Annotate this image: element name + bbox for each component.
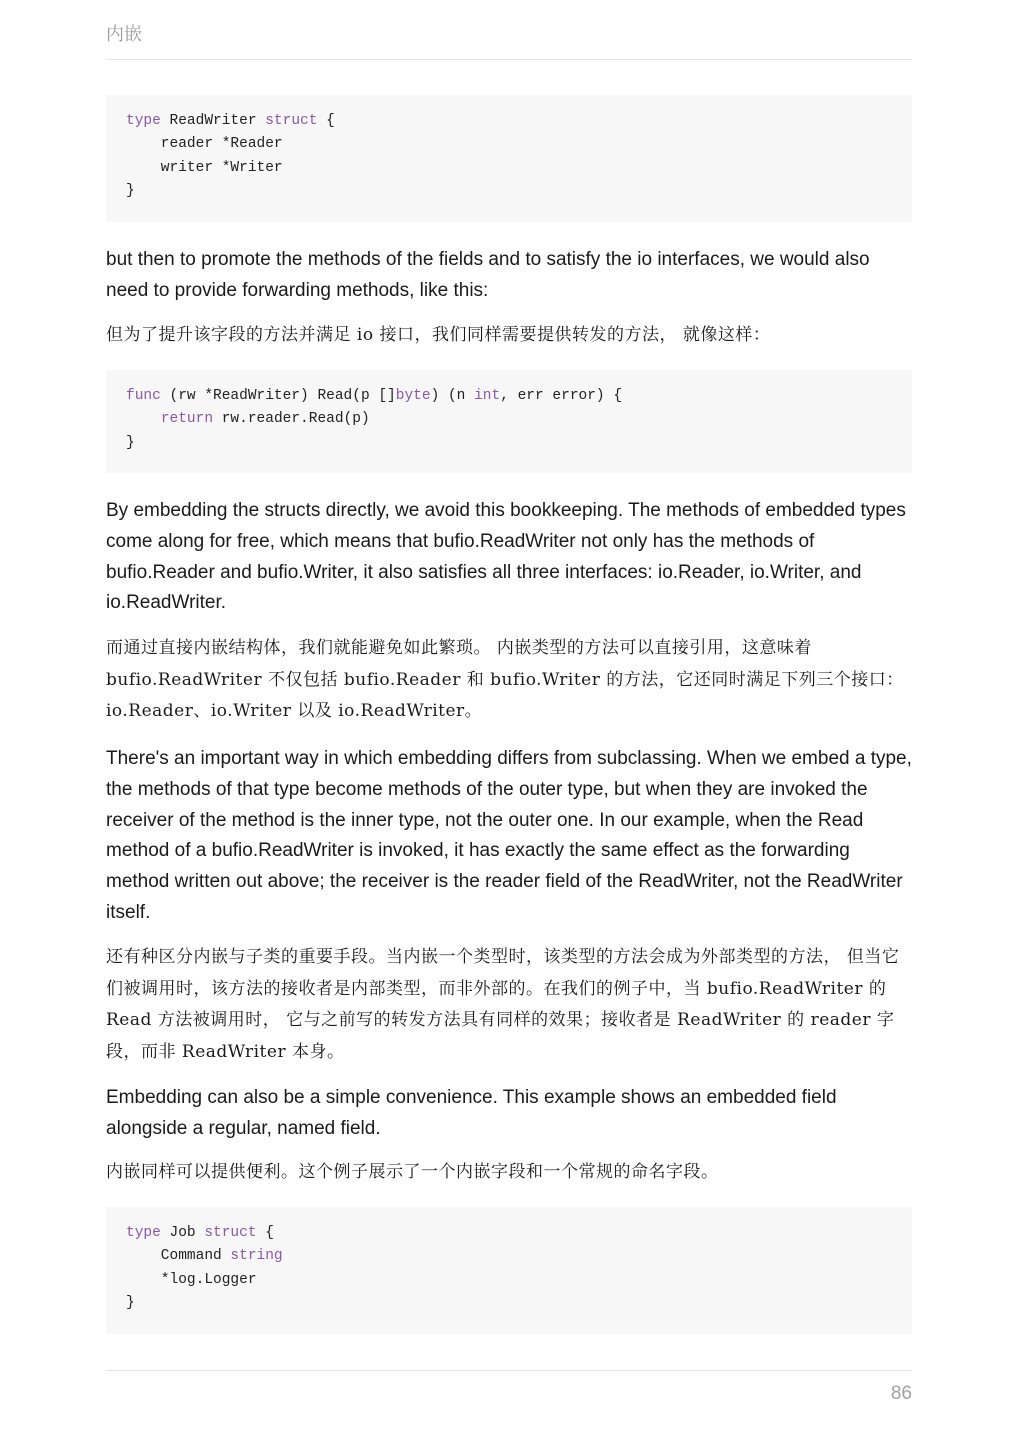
code-line	[126, 1245, 892, 1268]
page-header	[106, 22, 912, 60]
code-line	[126, 180, 892, 203]
code-token: }	[126, 434, 135, 451]
code-token	[126, 411, 161, 427]
code-token: reader *Reader	[126, 136, 283, 153]
code-keyword: struct	[265, 113, 318, 129]
code-block-readwriter	[106, 95, 912, 222]
code-token: }	[126, 182, 135, 199]
running-header-title: 内嵌	[106, 24, 142, 45]
code-token: Job	[160, 1225, 205, 1241]
paragraph-subclassing-zh: 还有种区分内嵌与子类的重要手段。当内嵌一个类型时，该类型的方法会成为外部类型的方法， 但当它们被调用时，该方法的接收者是内部类型，而非外部的。在我们的例子中，当 bufio.ReadWriter 的 Read 方法被调用时， 它与之前写的转发方法具有同样的效果；接收者是 ReadWriter 的 reader 字段，而非 ReadWriter 本身。	[106, 947, 900, 1062]
code-line	[126, 157, 892, 180]
code-keyword: byte	[395, 388, 431, 404]
paragraph-forwarding-zh: 但为了提升该字段的方法并满足 io 接口，我们同样需要提供转发的方法， 就像这样：	[106, 325, 771, 345]
code-keyword: return	[160, 411, 214, 428]
code-token: writer *Writer	[126, 159, 283, 176]
code-line	[126, 1269, 892, 1292]
code-token: {	[317, 113, 335, 129]
code-keyword: type	[126, 113, 161, 129]
paragraph-convenience-en: Embedding can also be a simple convenience. This example shows an embedded field alongside a regular, named field.	[106, 1087, 837, 1139]
code-line	[126, 432, 892, 455]
code-token: *log.Logger	[126, 1271, 257, 1288]
code-token: rw.reader.Read(p)	[213, 411, 370, 428]
code-line	[126, 408, 892, 431]
code-keyword: struct	[204, 1225, 257, 1241]
code-line	[126, 133, 892, 156]
code-block-read-method	[106, 370, 912, 473]
code-token: , err error) {	[500, 388, 623, 404]
code-keyword: int	[474, 388, 501, 404]
code-token: {	[256, 1225, 274, 1241]
code-line	[126, 1292, 892, 1315]
code-line	[126, 385, 892, 408]
paragraph-forwarding-en: but then to promote the methods of the fields and to satisfy the io interfaces, we would also need to provide forwarding methods, like this:	[106, 249, 870, 301]
paragraph-embedding-zh: 而通过直接内嵌结构体，我们就能避免如此繁琐。 内嵌类型的方法可以直接引用，这意味着 bufio.ReadWriter 不仅包括 bufio.Reader 和 bufio.Writer 的方法，它还同时满足下列三个接口： io.Reader、io.Writer 以及 io.ReadWriter。	[106, 638, 904, 721]
paragraph-convenience-zh: 内嵌同样可以提供便利。这个例子展示了一个内嵌字段和一个常规的命名字段。	[106, 1162, 719, 1182]
paragraph-embedding-en: By embedding the structs directly, we avoid this bookkeeping. The methods of embedded types come along for free, which means that bufio.ReadWriter not only has the methods of bufio.Reader and bufio.Writer, it also satisfies all three interfaces: io.Reader, io.Writer, and io.ReadWriter.	[106, 500, 906, 614]
code-line	[126, 1222, 892, 1245]
code-token: Command	[126, 1248, 231, 1265]
code-token: }	[126, 1294, 135, 1311]
code-keyword: func	[126, 388, 161, 404]
code-block-job	[106, 1207, 912, 1334]
paragraph-subclassing-en: There's an important way in which embedding differs from subclassing. When we embed a type, the methods of that type become methods of the outer type, but when they are invoked the receiver of the method is the inner type, not the outer one. In our example, when the Read method of a bufio.ReadWriter is invoked, it has exactly the same effect as the forwarding method written out above; the receiver is the reader field of the ReadWriter, not the ReadWriter itself.	[106, 748, 912, 923]
code-keyword: string	[230, 1248, 283, 1265]
code-keyword: type	[126, 1225, 161, 1241]
code-line	[126, 110, 892, 133]
code-token: ReadWriter	[160, 113, 266, 129]
footer-divider	[106, 1370, 912, 1371]
code-token: (rw *ReadWriter) Read(p []	[160, 388, 396, 404]
code-token: ) (n	[430, 388, 475, 404]
page-number: 86	[890, 1383, 912, 1404]
